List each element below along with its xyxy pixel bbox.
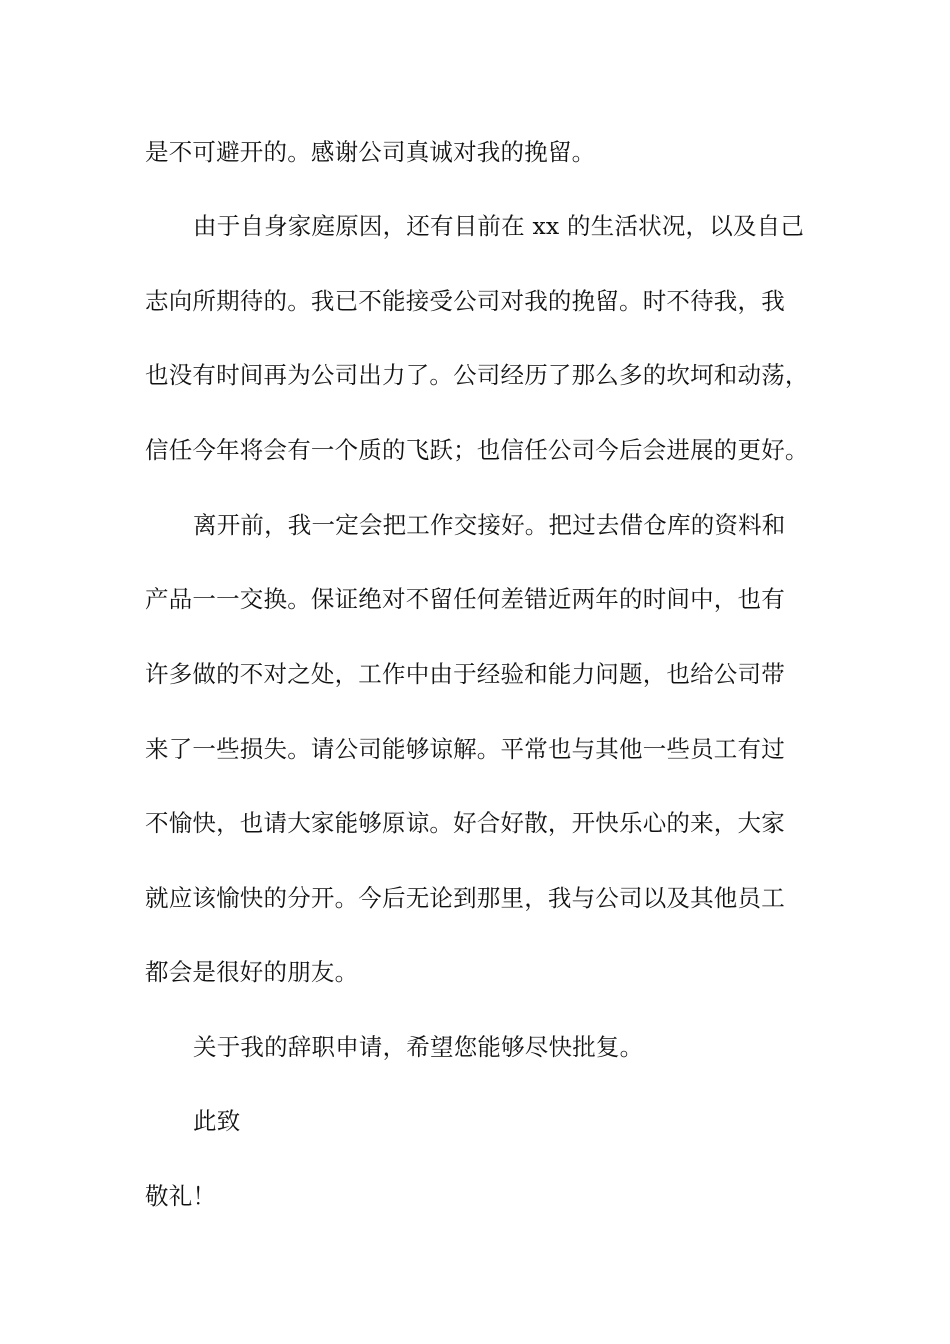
paragraph-start-line: 离开前，我一定会把工作交接好。把过去借仓库的资料和: [193, 511, 786, 539]
closing-salutation: 此致: [193, 1107, 241, 1135]
text-line: 都会是很好的朋友。: [145, 958, 359, 986]
text-line: 产品一一交换。保证绝对不留任何差错近两年的时间中，也有: [145, 585, 785, 613]
closing-regards: 敬礼！: [145, 1182, 217, 1210]
text-line: 就应该愉快的分开。今后无论到那里，我与公司以及其他员工: [145, 884, 785, 912]
paragraph-start-line: 关于我的辞职申请，希望您能够尽快批复。: [193, 1033, 644, 1061]
text-line: 也没有时间再为公司出力了。公司经历了那么多的坎坷和动荡，: [145, 361, 809, 389]
text-line: 不愉快，也请大家能够原谅。好合好散，开快乐心的来，大家: [145, 809, 785, 837]
text-line: 信任今年将会有一个质的飞跃；也信任公司今后会进展的更好。: [145, 436, 809, 464]
text-line: 来了一些损失。请公司能够谅解。平常也与其他一些员工有过: [145, 735, 785, 763]
paragraph-start-line: 由于自身家庭原因，还有目前在 xx 的生活状况，以及自己: [193, 212, 805, 240]
text-line: 是不可避开的。感谢公司真诚对我的挽留。: [145, 138, 596, 166]
text-line: 许多做的不对之处，工作中由于经验和能力问题，也给公司带: [145, 660, 785, 688]
text-line: 志向所期待的。我已不能接受公司对我的挽留。时不待我，我: [145, 287, 785, 315]
